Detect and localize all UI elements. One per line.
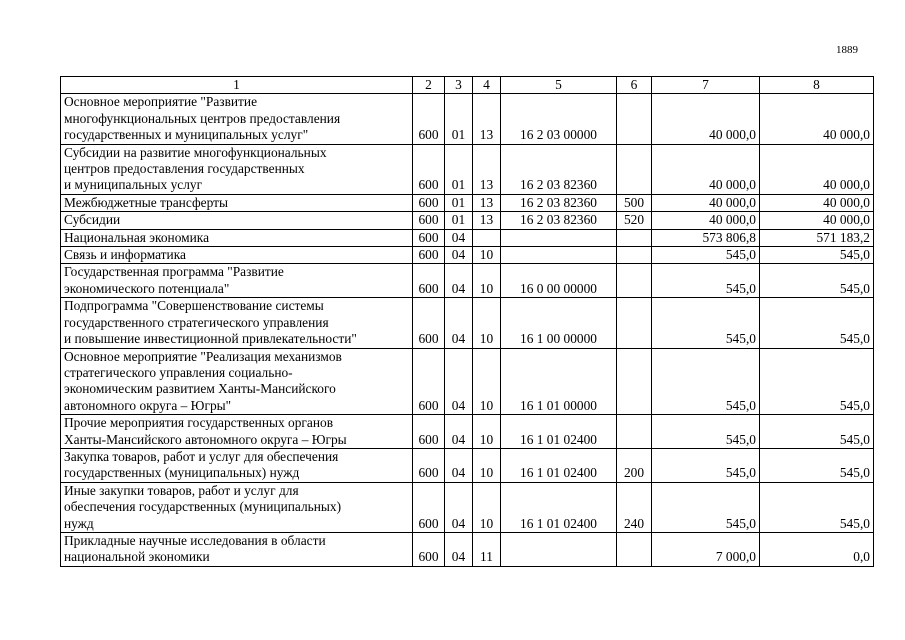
section-code-cell: 04 [445,229,473,246]
item-name-line: Национальная экономика [64,229,210,245]
amount-year-1-cell: 545,0 [652,247,760,264]
item-name-line: и муниципальных услуг [64,177,203,193]
expense-type-cell [617,144,652,194]
item-name-line: Ханты-Мансийского автономного округа – Югры [64,431,347,447]
target-article-cell: 16 2 03 82360 [501,194,617,211]
amount-year-1-cell: 545,0 [652,415,760,449]
ministry-code-cell: 600 [413,212,445,229]
subsection-code-cell: 13 [473,144,501,194]
subsection-code-cell: 10 [473,448,501,482]
section-code-cell: 01 [445,94,473,144]
section-code-cell: 04 [445,264,473,298]
amount-year-1-cell: 40 000,0 [652,144,760,194]
item-name-line: Иные закупки товаров, работ и услуг для [64,482,299,498]
ministry-code-cell: 600 [413,298,445,348]
section-code-cell: 04 [445,298,473,348]
table-row [61,247,874,264]
item-name-line: Субсидии [64,212,121,228]
subsection-code-cell: 10 [473,348,501,415]
section-code-cell: 04 [445,348,473,415]
header-col-4: 4 [473,77,501,94]
subsection-code-cell: 13 [473,194,501,211]
amount-year-1-cell: 545,0 [652,348,760,415]
item-name-line: Основное мероприятие "Реализация механизмов [64,348,342,364]
section-code-cell: 01 [445,194,473,211]
amount-year-2-cell: 40 000,0 [760,212,874,229]
ministry-code-cell: 600 [413,532,445,566]
subsection-code-cell: 13 [473,212,501,229]
item-name-line: обеспечения государственных (муниципальных) [64,499,342,515]
item-name-cell [61,448,413,482]
section-code-cell: 04 [445,448,473,482]
item-name-line: национальной экономики [64,549,210,565]
ministry-code-cell: 600 [413,229,445,246]
subsection-code-cell: 10 [473,264,501,298]
expense-type-cell [617,298,652,348]
table-row [61,264,874,298]
target-article-cell: 16 1 00 00000 [501,298,617,348]
item-name-cell [61,94,413,144]
item-name-line: экономического потенциала" [64,280,230,296]
amount-year-2-cell: 545,0 [760,482,874,532]
amount-year-1-cell: 545,0 [652,298,760,348]
target-article-cell: 16 2 03 82360 [501,144,617,194]
budget-table [60,76,874,567]
expense-type-cell [617,94,652,144]
table-body [61,94,874,566]
target-article-cell: 16 0 00 00000 [501,264,617,298]
expense-type-cell: 240 [617,482,652,532]
item-name-line: государственных (муниципальных) нужд [64,465,300,481]
amount-year-2-cell: 545,0 [760,298,874,348]
table-row [61,94,874,144]
section-code-cell: 04 [445,415,473,449]
expense-type-cell [617,229,652,246]
target-article-cell: 16 1 01 02400 [501,415,617,449]
item-name-line: государственного стратегического управления [64,314,329,330]
item-name-cell [61,144,413,194]
table-row [61,229,874,246]
subsection-code-cell: 10 [473,298,501,348]
amount-year-1-cell: 7 000,0 [652,532,760,566]
expense-type-cell: 500 [617,194,652,211]
amount-year-1-cell: 545,0 [652,482,760,532]
table-row [61,194,874,211]
expense-type-cell [617,264,652,298]
item-name-cell [61,229,413,246]
item-name-cell [61,194,413,211]
header-col-1: 1 [61,77,413,94]
item-name-line: Основное мероприятие "Развитие [64,94,258,110]
item-name-line: Прочие мероприятия государственных органов [64,415,334,431]
page-number: 1889 [836,44,858,56]
item-name-line: Связь и информатика [64,247,186,263]
table-row [61,144,874,194]
ministry-code-cell: 600 [413,348,445,415]
item-name-line: центров предоставления государственных [64,161,305,177]
amount-year-2-cell: 545,0 [760,448,874,482]
header-col-2: 2 [413,77,445,94]
item-name-line: Прикладные научные исследования в области [64,532,326,548]
amount-year-2-cell: 571 183,2 [760,229,874,246]
amount-year-2-cell: 545,0 [760,415,874,449]
target-article-cell [501,532,617,566]
target-article-cell [501,229,617,246]
table-row [61,298,874,348]
table-row [61,212,874,229]
subsection-code-cell [473,229,501,246]
item-name-cell [61,532,413,566]
header-col-3: 3 [445,77,473,94]
target-article-cell: 16 1 01 00000 [501,348,617,415]
expense-type-cell [617,532,652,566]
item-name-line: Государственная программа "Развитие [64,264,284,280]
amount-year-2-cell: 40 000,0 [760,94,874,144]
table-row [61,532,874,566]
item-name-line: экономическим развитием Ханты-Мансийского [64,381,336,397]
item-name-line: нужд [64,515,94,531]
amount-year-2-cell: 545,0 [760,348,874,415]
target-article-cell: 16 1 01 02400 [501,482,617,532]
amount-year-2-cell: 545,0 [760,247,874,264]
item-name-line: Межбюджетные трансферты [64,194,228,210]
item-name-cell [61,264,413,298]
amount-year-1-cell: 40 000,0 [652,194,760,211]
amount-year-1-cell: 545,0 [652,264,760,298]
expense-type-cell: 200 [617,448,652,482]
table-row [61,448,874,482]
ministry-code-cell: 600 [413,144,445,194]
subsection-code-cell: 13 [473,94,501,144]
item-name-line: Субсидии на развитие многофункциональных [64,144,327,160]
amount-year-2-cell: 545,0 [760,264,874,298]
subsection-code-cell: 10 [473,247,501,264]
expense-type-cell [617,415,652,449]
target-article-cell [501,247,617,264]
header-col-8: 8 [760,77,874,94]
ministry-code-cell: 600 [413,482,445,532]
amount-year-1-cell: 40 000,0 [652,212,760,229]
amount-year-1-cell: 40 000,0 [652,94,760,144]
header-col-5: 5 [501,77,617,94]
expense-type-cell: 520 [617,212,652,229]
section-code-cell: 04 [445,482,473,532]
target-article-cell: 16 2 03 82360 [501,212,617,229]
header-row [61,77,874,94]
item-name-line: государственных и муниципальных услуг" [64,127,309,143]
item-name-line: многофункциональных центров предоставления [64,110,341,126]
ministry-code-cell: 600 [413,415,445,449]
amount-year-2-cell: 0,0 [760,532,874,566]
item-name-cell [61,348,413,415]
ministry-code-cell: 600 [413,247,445,264]
item-name-line: Закупка товаров, работ и услуг для обеспечения [64,448,339,464]
item-name-line: и повышение инвестиционной привлекательности" [64,331,357,347]
item-name-line: стратегического управления социально- [64,364,293,380]
item-name-line: автономного округа – Югры" [64,397,232,413]
expense-type-cell [617,247,652,264]
item-name-cell [61,247,413,264]
amount-year-2-cell: 40 000,0 [760,194,874,211]
ministry-code-cell: 600 [413,194,445,211]
target-article-cell: 16 1 01 02400 [501,448,617,482]
amount-year-1-cell: 573 806,8 [652,229,760,246]
ministry-code-cell: 600 [413,264,445,298]
item-name-cell [61,482,413,532]
subsection-code-cell: 11 [473,532,501,566]
item-name-cell [61,415,413,449]
amount-year-1-cell: 545,0 [652,448,760,482]
table-row [61,415,874,449]
section-code-cell: 01 [445,144,473,194]
section-code-cell: 01 [445,212,473,229]
table-row [61,348,874,415]
subsection-code-cell: 10 [473,415,501,449]
subsection-code-cell: 10 [473,482,501,532]
ministry-code-cell: 600 [413,448,445,482]
item-name-line: Подпрограмма "Совершенствование системы [64,298,324,314]
header-col-6: 6 [617,77,652,94]
amount-year-2-cell: 40 000,0 [760,144,874,194]
section-code-cell: 04 [445,532,473,566]
header-col-7: 7 [652,77,760,94]
item-name-cell [61,212,413,229]
ministry-code-cell: 600 [413,94,445,144]
table-row [61,482,874,532]
target-article-cell: 16 2 03 00000 [501,94,617,144]
section-code-cell: 04 [445,247,473,264]
item-name-cell [61,298,413,348]
expense-type-cell [617,348,652,415]
